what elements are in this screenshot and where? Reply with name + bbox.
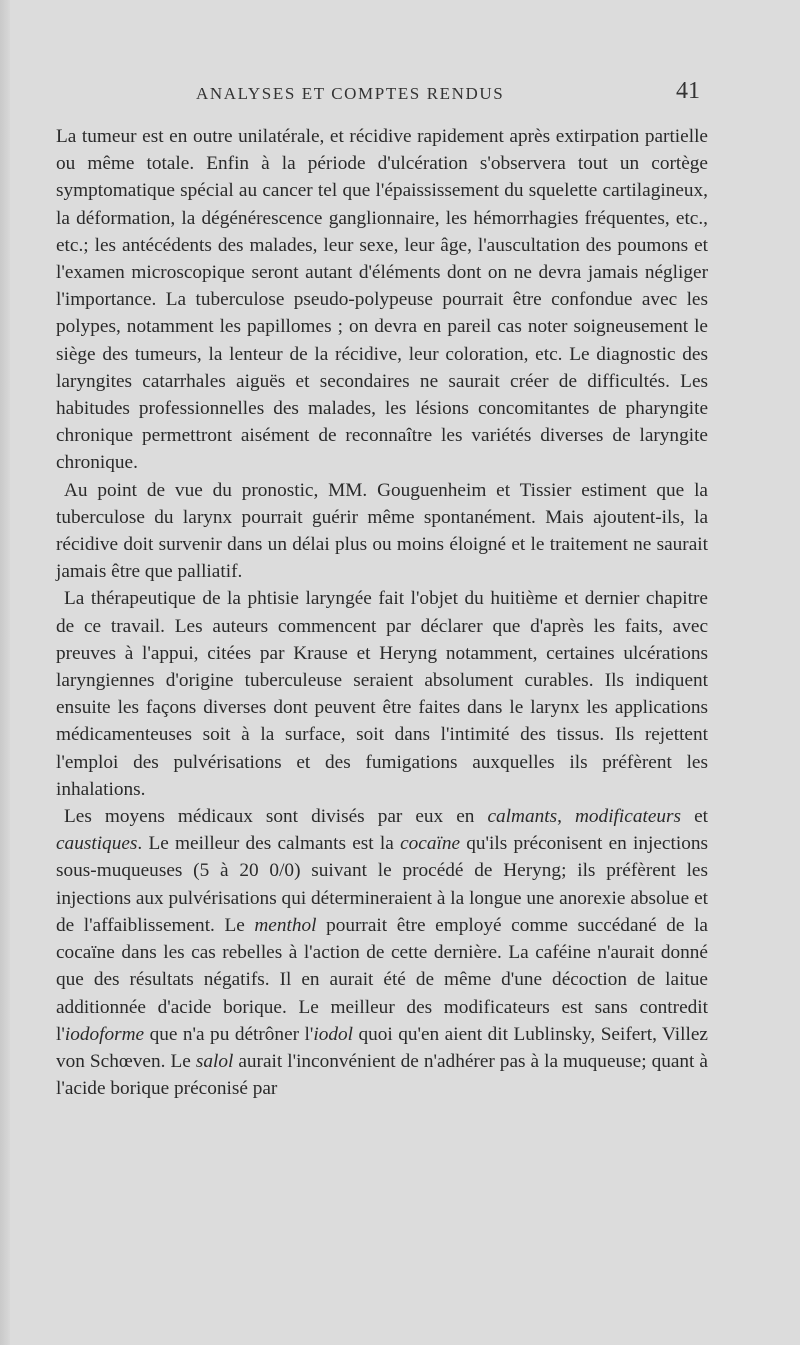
text-segment: que n'a pu détrôner l' [144, 1023, 314, 1045]
italic-term: salol [195, 1050, 234, 1072]
paragraph-pronostic [56, 477, 708, 586]
text-segment: et [681, 806, 708, 828]
scan-edge [0, 0, 10, 1345]
text-segment: quoi qu'en aient dit Lublinsky, Seifert, Villez von Schœven. Le [56, 1023, 708, 1072]
text-segment: qu'ils préconisent en injections sous-muqueuses (5 à 20 0/0) suivant le procédé de Heryng; ils préfèrent les injections aux pulvérisations qui détermineraient à la longue une anorexie absolue et de l'affaiblissement. Le [56, 833, 708, 936]
italic-term: menthol [254, 914, 317, 936]
italic-term: cocaïne [400, 833, 461, 855]
text-segment: Les moyens médicaux sont divisés par eux en [64, 806, 488, 828]
text-segment: aurait l'inconvénient de n'adhérer pas à la muqueuse; quant à l'acide borique préconisé par [56, 1050, 708, 1100]
italic-term: iodol [313, 1023, 353, 1045]
body-text [56, 123, 708, 1102]
text-segment: La thérapeutique de la phtisie laryngée fait l'objet du huitième et dernier chapitre de ce travail. Les auteurs commencent par déclarer que d'après les faits, avec preuves à l'appui, citées par Krause et Heryng notamment, certaines ulcérations laryngiennes d'origine tuberculeuse seraient absolument curables. Ils indiquent ensuite les façons diverses dont peuvent être faites dans le larynx les applications médicamenteuses soit à la surface, soit dans l'intimité des tissus. Ils rejettent l'emploi des pulvérisations et des fumigations auxquelles ils préfèrent les inhalations. [56, 588, 708, 800]
page-header [56, 78, 708, 112]
paragraph-moyens-medicaux [56, 803, 708, 1102]
italic-term: caustiques [56, 833, 138, 855]
italic-term: modificateurs [574, 806, 682, 828]
text-segment: Au point de vue du pronostic, MM. Gouguenheim et Tissier estiment que la tuberculose du larynx pourrait guérir même spontanément. Mais ajoutent-ils, la récidive doit survenir dans un délai plus ou moins éloigné et le traitement ne saurait jamais être que palliatif. [56, 479, 708, 583]
paragraph-tumeur [56, 123, 708, 477]
paragraph-therapeutique [56, 585, 708, 803]
page-number: 41 [676, 78, 700, 104]
text-segment: pourrait être employé comme succédané de la cocaïne dans les cas rebelles à l'action de cette dernière. La caféine n'aurait donné que des résultats négatifs. Il en aurait été de même d'une décoction de laitue additionnée d'acide borique. Le meilleur des modificateurs est sans contredit l' [56, 914, 708, 1045]
running-title: ANALYSES ET COMPTES RENDUS [196, 84, 505, 103]
text-segment: , [557, 806, 575, 828]
italic-term: calmants [487, 806, 558, 828]
italic-term: iodoforme [64, 1023, 145, 1045]
text-segment: . Le meilleur des calmants est la [137, 833, 401, 855]
text-segment: La tumeur est en outre unilatérale, et récidive rapidement après extirpation partielle ou même totale. Enfin à la période d'ulcération s'observera tout un cortège symptomatique spécial au cancer tel que l'épaississement du squelette cartilagineux, la déformation, la dégénérescence ganglionnaire, les hémorrhagies fréquentes, etc., etc.; les antécédents des malades, leur sexe, leur âge, l'auscultation des poumons et l'examen microscopique seront autant d'éléments dont on ne devra jamais négliger l'importance. La tuberculose pseudo-polypeuse pourrait être confondue avec les polypes, notamment les papillomes ; on devra en pareil cas noter soigneusement le siège des tumeurs, la lenteur de la récidive, leur coloration, etc. Le diagnostic des laryngites catarrhales aiguës et secondaires ne saurait créer de difficultés. Les habitudes professionnelles des malades, les lésions concomitantes de pharyngite chronique permettront aisément de reconnaître les variétés diverses de laryngite chronique. [56, 126, 708, 474]
